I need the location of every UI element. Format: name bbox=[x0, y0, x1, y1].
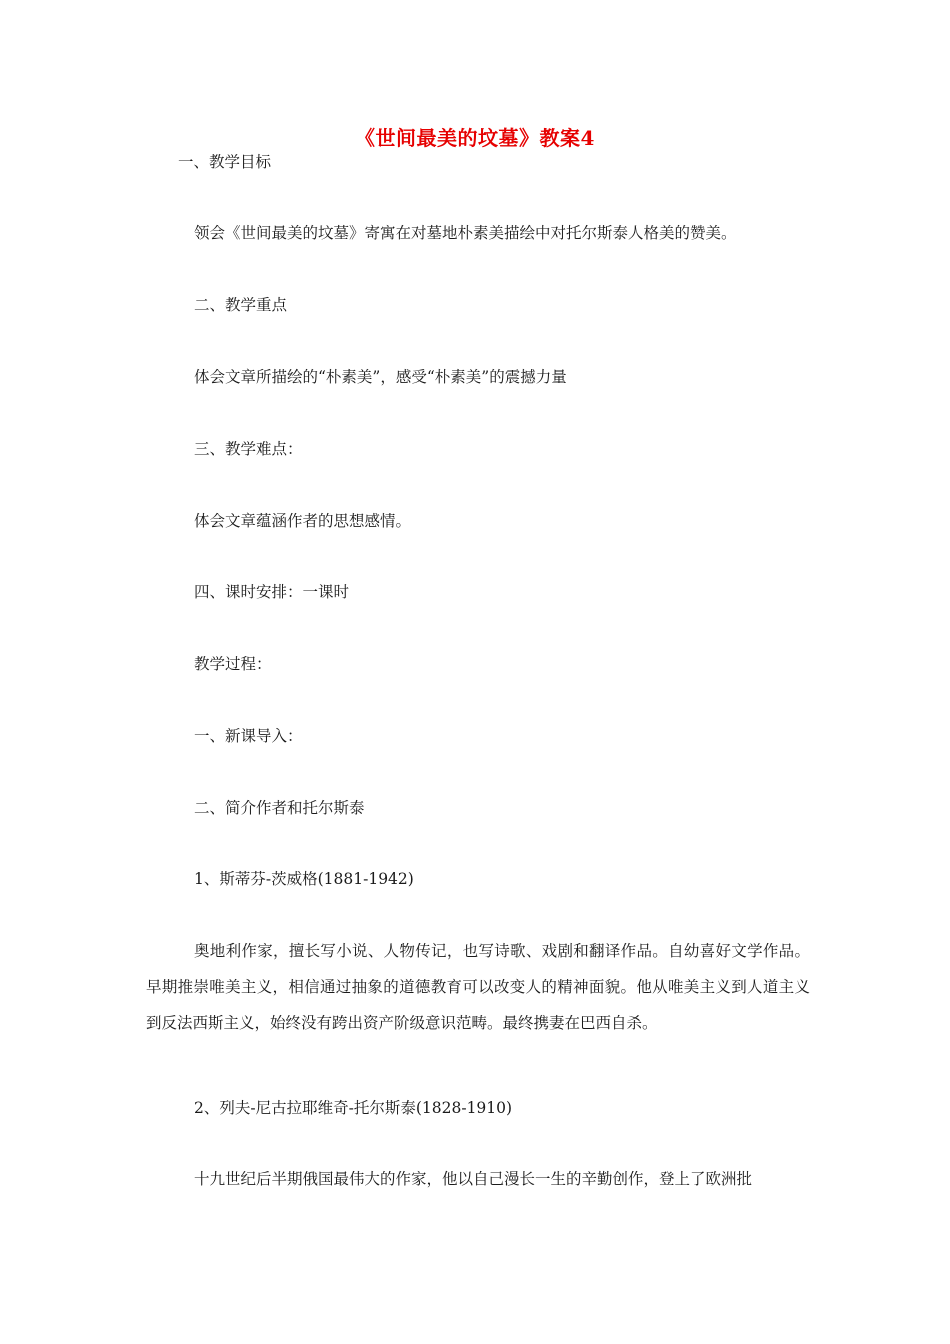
step-1-heading: 一、新课导入： bbox=[194, 727, 303, 745]
goal-text: 领会《世间最美的坟墓》寄寓在对墓地朴素美描绘中对托尔斯泰人格美的赞美。 bbox=[194, 224, 737, 242]
author-1-heading: 1、斯蒂芬-茨威格(1881-1942) bbox=[194, 870, 414, 888]
difficulty-text: 体会文章蕴涵作者的思想感情。 bbox=[194, 512, 412, 530]
author-2-paragraph: 十九世纪后半期俄国最伟大的作家，他以自己漫长一生的辛勤创作，登上了欧洲批 bbox=[194, 1170, 753, 1188]
goal-heading: 一、教学目标 bbox=[178, 153, 272, 171]
focus-text: 体会文章所描绘的“朴素美”，感受“朴素美”的震撼力量 bbox=[194, 368, 567, 386]
difficulty-heading: 三、教学难点： bbox=[194, 440, 303, 458]
document-title: 《世间最美的坟墓》教案4 bbox=[355, 126, 595, 150]
focus-heading: 二、教学重点 bbox=[194, 296, 288, 314]
schedule-text: 四、课时安排：一课时 bbox=[194, 583, 350, 601]
step-2-heading: 二、简介作者和托尔斯泰 bbox=[194, 799, 365, 817]
author-2-heading: 2、列夫-尼古拉耶维奇-托尔斯泰(1828-1910) bbox=[194, 1099, 513, 1117]
process-heading: 教学过程： bbox=[194, 655, 272, 673]
author-1-paragraph: 奥地利作家，擅长写小说、人物传记，也写诗歌、戏剧和翻译作品。自幼喜好文学作品。早期推崇唯美主义，相信通过抽象的道德教育可以改变人的精神面貌。他从唯美主义到人道主义到反法西斯主义，始终没有跨出资产阶级意识范畴。最终携妻在巴西自杀。 bbox=[146, 942, 810, 1032]
